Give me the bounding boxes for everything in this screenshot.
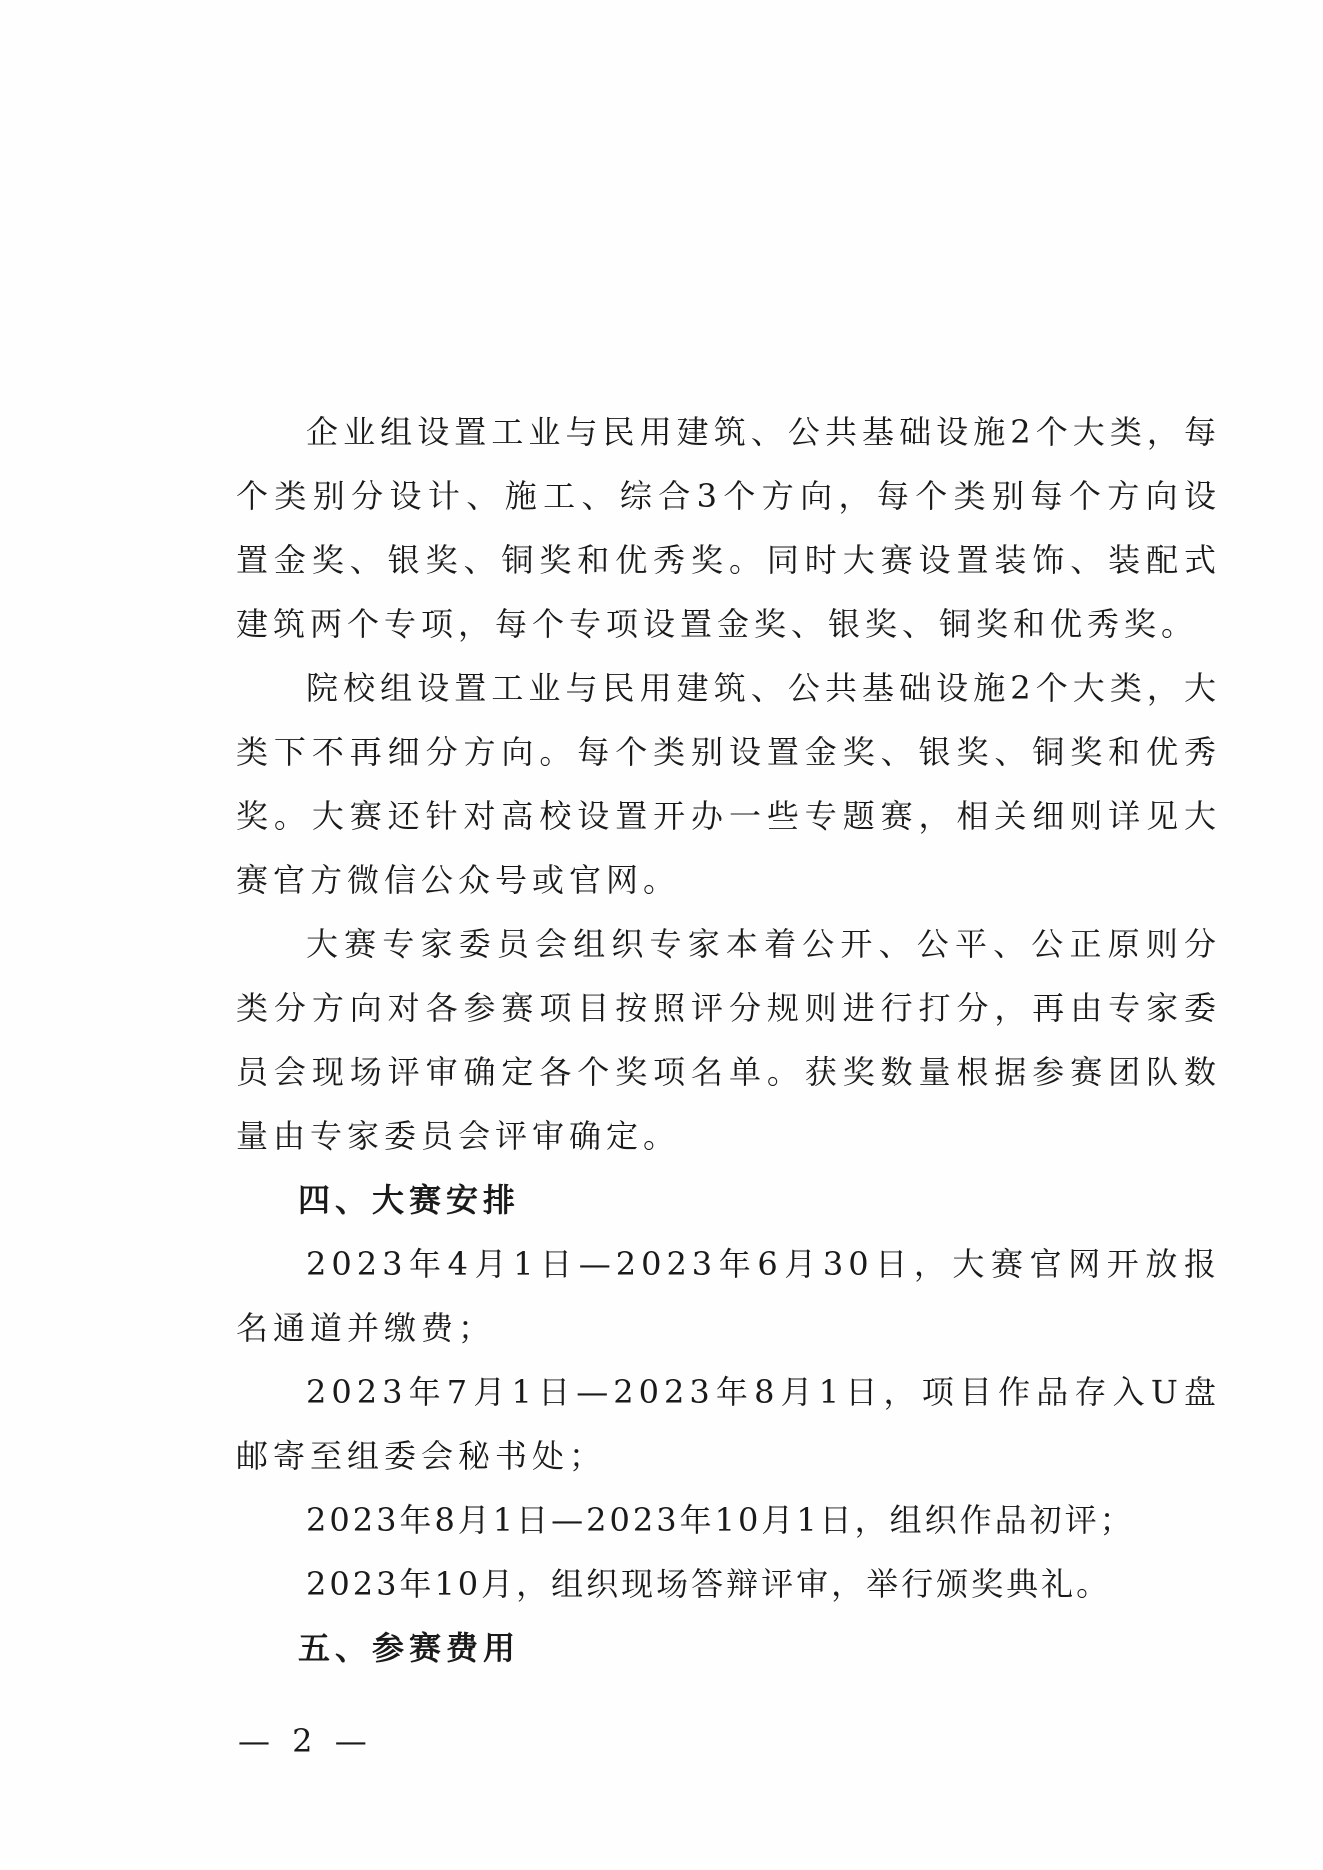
schedule-item-preliminary-review: 2023年8月1日—2023年10月1日，组织作品初评； — [306, 1501, 1135, 1539]
paragraph-college-group: 院校组设置工业与民用建筑、公共基础设施2个大类，大类下不再细分方向。每个类别设置金奖、银奖、铜奖和优秀奖。大赛还针对高校设置开办一些专题赛，相关细则详见大赛官方微信公众号或官网。 — [236, 669, 1221, 899]
schedule-item-submission: 2023年7月1日—2023年8月1日，项目作品存入U盘邮寄至组委会秘书处； — [236, 1373, 1221, 1475]
page-number: — 2 — — [238, 1722, 373, 1760]
schedule-item-final-review: 2023年10月，组织现场答辩评审，举行颁奖典礼。 — [306, 1565, 1112, 1603]
paragraph-enterprise-group: 企业组设置工业与民用建筑、公共基础设施2个大类，每个类别分设计、施工、综合3个方向，每个类别每个方向设置金奖、银奖、铜奖和优秀奖。同时大赛设置装饰、装配式建筑两个专项，每个专项设置金奖、银奖、铜奖和优秀奖。 — [236, 413, 1221, 643]
schedule-item-registration: 2023年4月1日—2023年6月30日，大赛官网开放报名通道并缴费； — [236, 1245, 1221, 1347]
paragraph-expert-committee: 大赛专家委员会组织专家本着公开、公平、公正原则分类分方向对各参赛项目按照评分规则进行打分，再由专家委员会现场评审确定各个奖项名单。获奖数量根据参赛团队数量由专家委员会评审确定。 — [236, 925, 1221, 1155]
section-heading-schedule: 四、大赛安排 — [298, 1181, 521, 1219]
section-heading-fees: 五、参赛费用 — [298, 1629, 521, 1667]
document-body — [236, 400, 1221, 1680]
